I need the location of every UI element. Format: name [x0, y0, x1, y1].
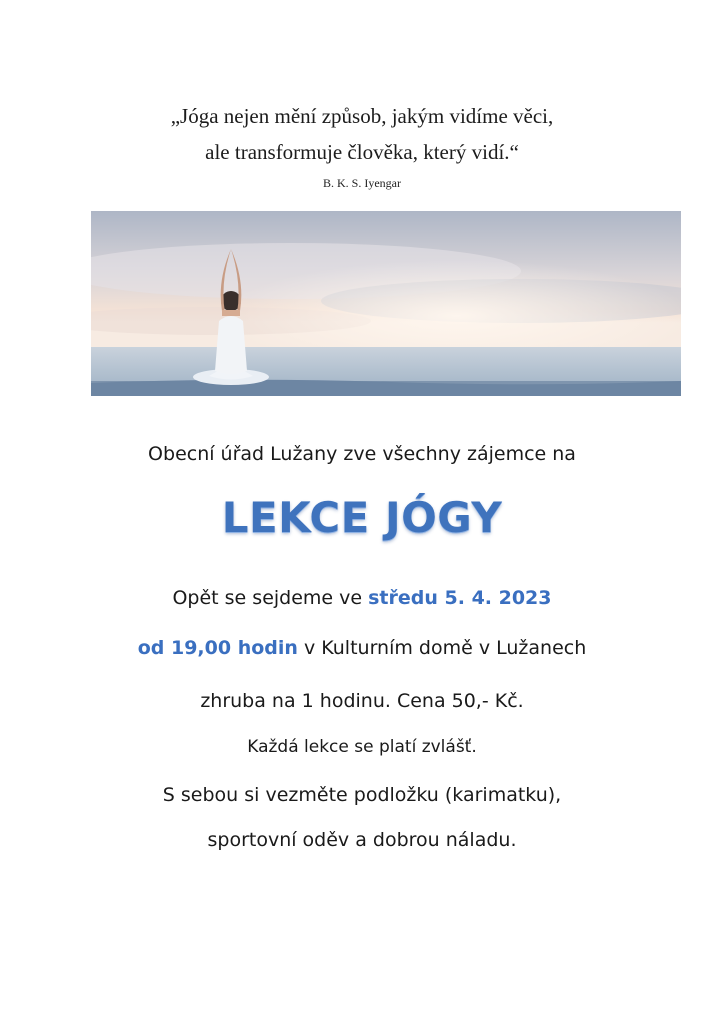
- yoga-photo: [91, 211, 681, 396]
- quote: [0, 98, 724, 170]
- quote-author: B. K. S. Iyengar: [323, 176, 401, 190]
- invitation-intro: Obecní úřad Lužany zve všechny zájemce na: [148, 443, 576, 465]
- date-line: [0, 587, 724, 609]
- date-highlight: středu 5. 4. 2023: [368, 587, 552, 609]
- time-line: [0, 637, 724, 659]
- bring-clothes-line: sportovní oděv a dobrou náladu.: [207, 829, 517, 851]
- payment-note: Každá lekce se platí zvlášť.: [247, 737, 477, 757]
- date-line-prefix: Opět se sejdeme ve: [172, 587, 369, 609]
- headline: LEKCE JÓGY: [221, 493, 503, 542]
- venue-text: v Kulturním domě v Lužanech: [297, 637, 587, 659]
- bring-mat-line: S sebou si vezměte podložku (karimatku),: [162, 784, 562, 806]
- quote-line-2: ale transformuje člověka, který vidí.“: [205, 140, 519, 164]
- time-highlight: od 19,00 hodin: [137, 637, 298, 659]
- duration-price-line: zhruba na 1 hodinu. Cena 50,- Kč.: [200, 690, 524, 712]
- yoga-photo-image: [91, 211, 681, 396]
- quote-line-1: „Jóga nejen mění způsob, jakým vidíme věci,: [170, 104, 554, 128]
